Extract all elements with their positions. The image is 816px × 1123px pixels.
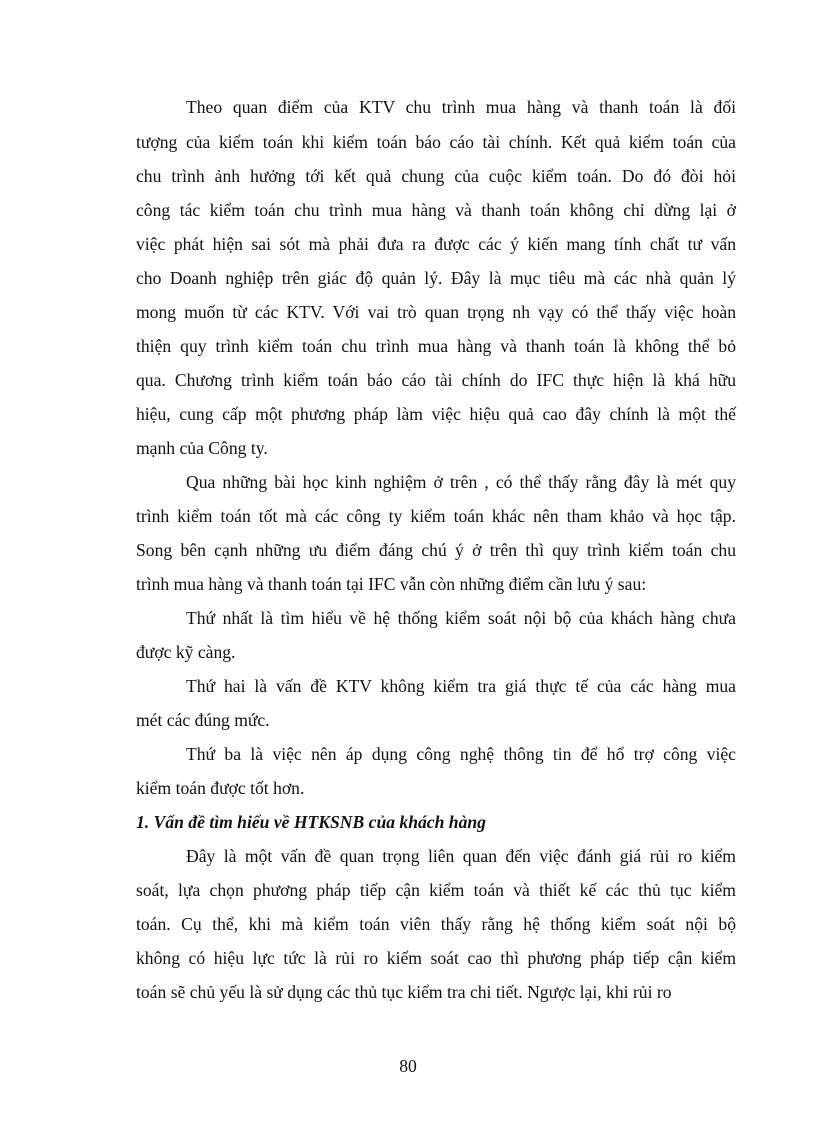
paragraph-2-line-2: trình kiểm toán tốt mà các công ty kiểm toán khác nên tham khảo và học tập.	[136, 506, 736, 526]
paragraph-1-line-1: Theo quan điểm của KTV chu trình mua hàng và thanh toán là đối	[186, 97, 736, 117]
paragraph-4-line-1: Thứ hai là vấn đề KTV không kiểm tra giá thực tế của các hàng mua	[186, 676, 736, 696]
paragraph-5-line-1: Thứ ba là việc nên áp dụng công nghệ thông tin để hổ trợ công việc	[186, 744, 736, 764]
paragraph-1-line-10: hiệu, cung cấp một phương pháp làm việc hiệu quả cao đây chính là một thế	[136, 404, 736, 424]
paragraph-1-line-8: thiện quy trình kiểm toán chu trình mua hàng và thanh toán là không thể bỏ	[136, 336, 736, 356]
paragraph-1-line-11: mạnh của Công ty.	[136, 438, 268, 458]
paragraph-1-line-6: cho Doanh nghiệp trên giác độ quản lý. Đây là mục tiêu mà các nhà quản lý	[136, 268, 736, 288]
section-paragraph-line-4: không có hiệu lực tức là rủi ro kiểm soát cao thì phương pháp tiếp cận kiểm	[136, 948, 736, 968]
paragraph-1-line-4: công tác kiểm toán chu trình mua hàng và thanh toán không chỉ dừng lại ở	[136, 200, 736, 220]
paragraph-2-line-3: Song bên cạnh những ưu điểm đáng chú ý ở trên thì quy trình kiểm toán chu	[136, 540, 736, 560]
paragraph-2-line-4: trình mua hàng và thanh toán tại IFC vẫn còn những điểm cần lưu ý sau:	[136, 574, 647, 594]
paragraph-5-line-2: kiểm toán được tốt hơn.	[136, 778, 305, 798]
section-paragraph-line-1: Đây là một vấn đề quan trọng liên quan đến việc đánh giá rủi ro kiểm	[186, 846, 736, 866]
paragraph-3-line-2: được kỹ càng.	[136, 642, 236, 662]
page-number: 80	[399, 1056, 417, 1076]
paragraph-1-line-5: việc phát hiện sai sót mà phải đưa ra được các ý kiến mang tính chất tư vấn	[136, 234, 736, 254]
paragraph-1-line-3: chu trình ảnh hưởng tới kết quả chung của cuộc kiểm toán. Do đó đòi hỏi	[136, 166, 736, 186]
section-paragraph-line-2: soát, lựa chọn phương pháp tiếp cận kiểm toán và thiết kế các thủ tục kiểm	[136, 880, 736, 900]
section-paragraph-line-5: toán sẽ chủ yếu là sử dụng các thủ tục kiểm tra chi tiết. Ngược lại, khi rủi ro	[136, 982, 672, 1002]
paragraph-2-line-1: Qua những bài học kinh nghiệm ở trên , có thể thấy rằng đây là mét quy	[186, 472, 736, 492]
section-paragraph-line-3: toán. Cụ thể, khi mà kiểm toán viên thấy rằng hệ thống kiểm soát nội bộ	[136, 914, 736, 934]
paragraph-1-line-9: qua. Chương trình kiểm toán báo cáo tài chính do IFC thực hiện là khá hữu	[136, 370, 736, 390]
paragraph-4-line-2: mét các đúng mức.	[136, 710, 270, 730]
section-heading: 1. Vấn đề tìm hiểu về HTKSNB của khách hàng	[136, 812, 486, 832]
paragraph-1-line-7: mong muốn từ các KTV. Với vai trò quan trọng nh vạy có thể thấy việc hoàn	[136, 302, 736, 322]
paragraph-1-line-2: tượng của kiểm toán khi kiểm toán báo cáo tài chính. Kết quả kiểm toán của	[136, 132, 736, 152]
paragraph-3-line-1: Thứ nhất là tìm hiểu về hệ thống kiểm soát nội bộ của khách hàng chưa	[186, 608, 736, 628]
